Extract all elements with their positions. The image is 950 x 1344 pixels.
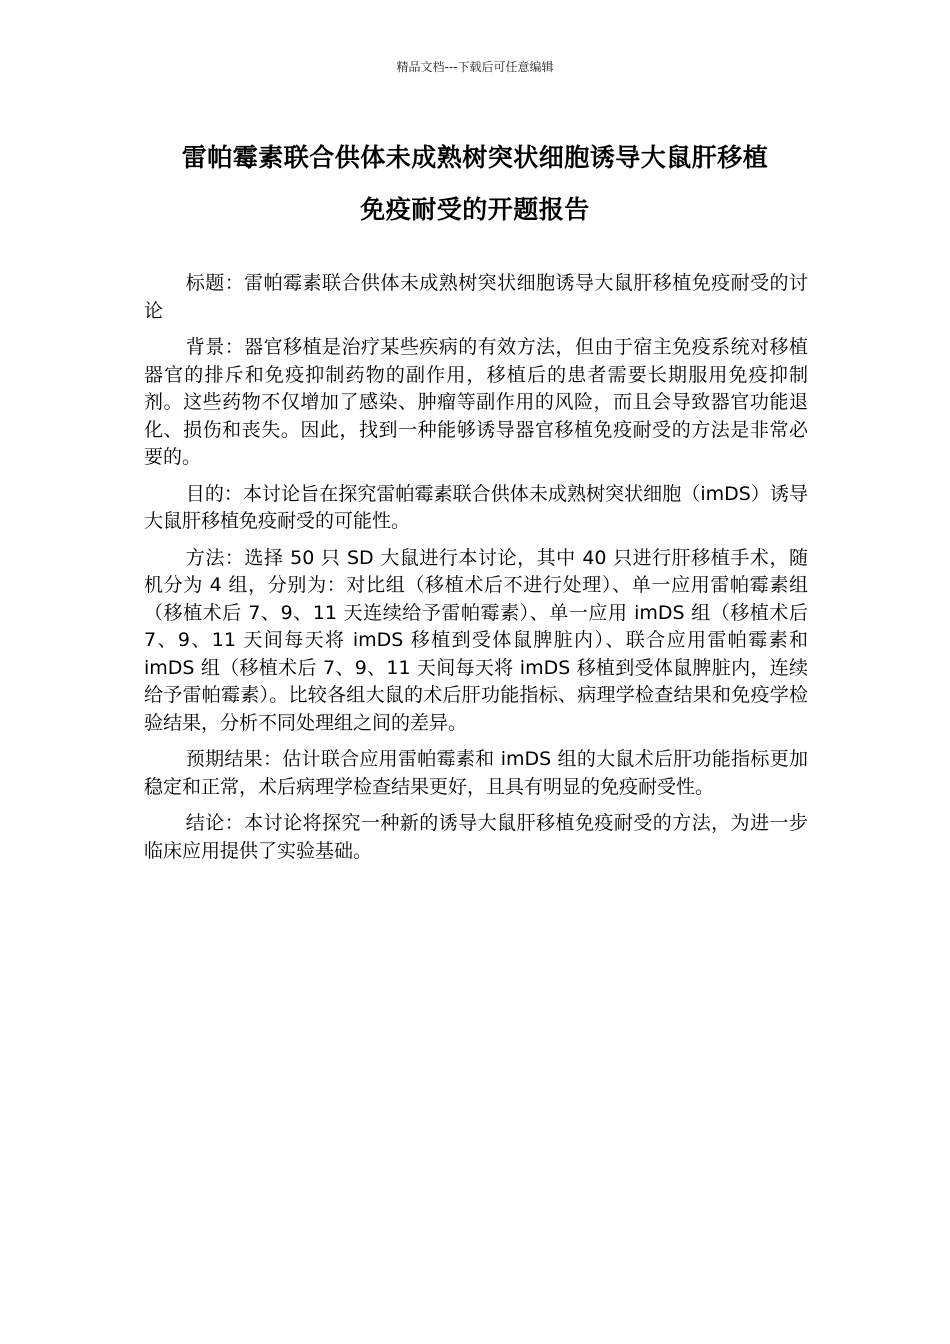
paragraph-purpose: 目的：本讨论旨在探究雷帕霉素联合供体未成熟树突状细胞（imDS）诱导大鼠肝移植免疫耐受的可能性。 xyxy=(144,482,808,532)
paragraph-title: 标题：雷帕霉素联合供体未成熟树突状细胞诱导大鼠肝移植免疫耐受的讨论 xyxy=(144,272,808,322)
document-body xyxy=(144,270,808,874)
title-line-1: 雷帕霉素联合供体未成熟树突状细胞诱导大鼠肝移植 xyxy=(181,143,769,172)
document-title xyxy=(130,132,820,236)
title-line-2: 免疫耐受的开题报告 xyxy=(360,195,590,224)
paragraph-expected-results: 预期结果：估计联合应用雷帕霉素和 imDS 组的大鼠术后肝功能指标更加稳定和正常，术后病理学检查结果更好，且具有明显的免疫耐受性。 xyxy=(144,748,808,798)
paragraph-conclusion: 结论：本讨论将探究一种新的诱导大鼠肝移植免疫耐受的方法，为进一步临床应用提供了实验基础。 xyxy=(144,812,808,862)
paragraph-method: 方法：选择 50 只 SD 大鼠进行本讨论，其中 40 只进行肝移植手术，随机分为 4 组，分别为：对比组（移植术后不进行处理）、单一应用雷帕霉素组（移植术后 7、9、11 天连续给予雷帕霉素）、单一应用 imDS 组（移植术后 7、9、11 天间每天将 imDS 移植到受体鼠脾脏内）、联合应用雷帕霉素和 imDS 组（移植术后 7、9、11 天间每天将 imDS 移植到受体鼠脾脏内，连续给予雷帕霉素）。比较各组大鼠的术后肝功能指标、病理学检查结果和免疫学检验结果，分析不同处理组之间的差异。 xyxy=(144,546,808,734)
header-note: 精品文档---下载后可任意编辑 xyxy=(396,60,554,74)
paragraph-background: 背景：器官移植是治疗某些疾病的有效方法，但由于宿主免疫系统对移植器官的排斥和免疫抑制药物的副作用，移植后的患者需要长期服用免疫抑制剂。这些药物不仅增加了感染、肿瘤等副作用的风险，而且会导致器官功能退化、损伤和丧失。因此，找到一种能够诱导器官移植免疫耐受的方法是非常必要的。 xyxy=(144,336,808,468)
